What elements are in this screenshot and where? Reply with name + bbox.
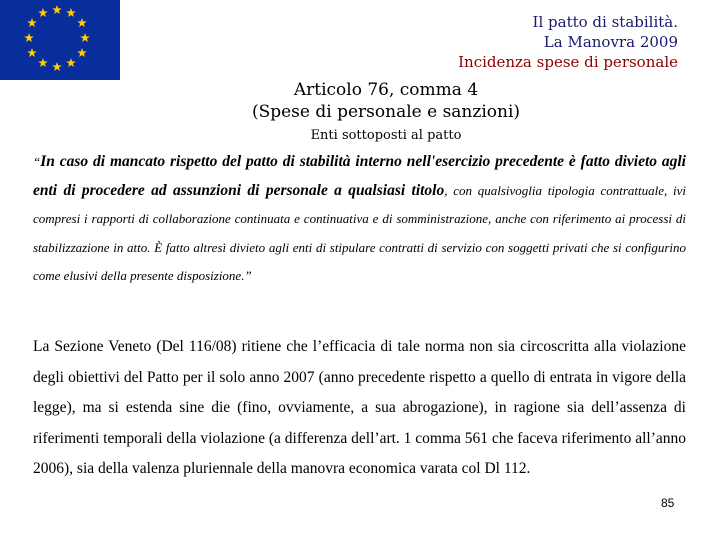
page-number: 85 (661, 496, 675, 510)
quote-open-mark: “ (33, 154, 41, 169)
header-line-1: Il patto di stabilità. (532, 13, 678, 31)
quote-bold-text: In caso di mancato rispetto del patto di stabilità interno nell'esercizio precedente è fatto divieto agli enti di procedere ad assunzioni di personale a qualsiasi titolo (33, 153, 686, 199)
header-line-2: La Manovra 2009 (543, 33, 678, 51)
eu-stars-icon (0, 0, 120, 80)
law-quote (33, 148, 686, 291)
slide-subtitle: Enti sottoposti al patto (310, 128, 462, 143)
slide-title-line-2: (Spese di personale e sanzioni) (251, 102, 521, 122)
header-line-3: Incidenza spese di personale (458, 53, 678, 71)
slide-title-line-1: Articolo 76, comma 4 (293, 80, 479, 100)
quote-rest-text: , con qualsivoglia tipologia contrattuale, ivi compresi i rapporti di collaborazione continuata e continuativa e di somministrazione, anche con riferimento ai processi di stabilizzazione in atto. È fatto altresì divieto agli enti di stipulare contratti di servizio con soggetti privati che si configurino come elusivi della presente disposizione.” (33, 182, 686, 284)
eu-flag-logo (0, 0, 120, 80)
body-paragraph: La Sezione Veneto (Del 116/08) ritiene che l’efficacia di tale norma non sia circoscritta alla violazione degli obiettivi del Patto per il solo anno 2007 (anno precedente rispetto a quello di entrata in vigore della legge), ma si estenda sine die (fino, ovviamente, a sua abrogazione), in ragione sia dell’assenza di riferimenti temporali della violazione (a differenza dell’art. 1 comma 561 che faceva riferimento all’anno 2006), sia della valenza pluriennale della manovra economica varata col Dl 112. (33, 338, 686, 477)
slide-header (458, 12, 678, 72)
